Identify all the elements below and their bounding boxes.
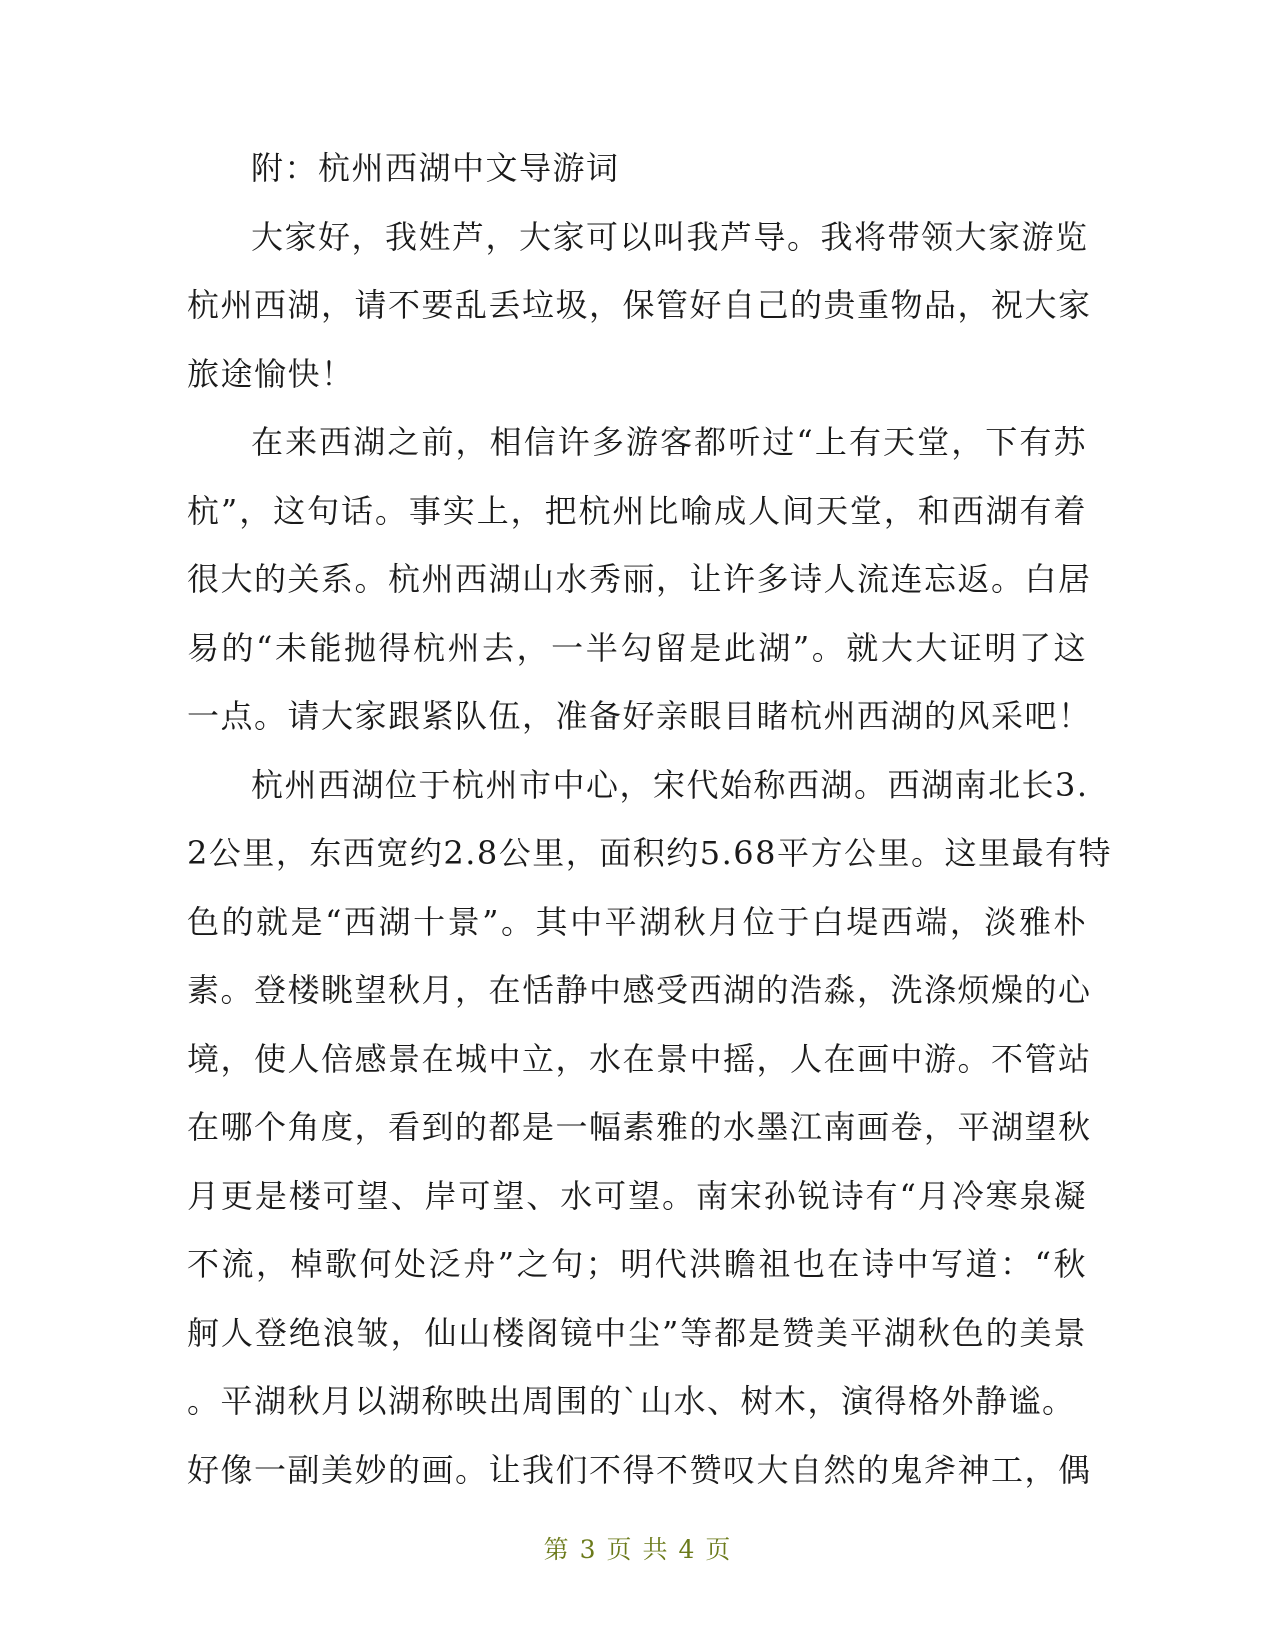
section-heading: 附：杭州西湖中文导游词	[251, 149, 620, 187]
paragraph-line: 色的就是“西湖十景”。其中平湖秋月位于白堤西端，淡雅朴	[187, 902, 1087, 941]
paragraph-line: 。平湖秋月以湖称映出周围的`山水、树木，演得格外静谧。	[187, 1382, 1076, 1420]
document-body	[187, 134, 1113, 1504]
paragraph-line: 大家好，我姓芦，大家可以叫我芦导。我将带领大家游览	[251, 217, 1089, 256]
footer-prefix: 第	[543, 1535, 570, 1564]
footer-total-pages: 4	[678, 1535, 696, 1564]
footer-page-number: 3	[579, 1535, 597, 1564]
paragraph-line: 杭”，这句话。事实上，把杭州比喻成人间天堂，和西湖有着	[187, 491, 1087, 530]
paragraph-line: 舸人登绝浪皱，仙山楼阁镜中尘”等都是赞美平湖秋色的美景	[187, 1313, 1087, 1352]
paragraph-line: 素。登楼眺望秋月，在恬静中感受西湖的浩淼，洗涤烦燥的心	[187, 971, 1092, 1009]
footer-page-label: 页	[606, 1535, 633, 1564]
paragraph-line: 境，使人倍感景在城中立，水在景中摇，人在画中游。不管站	[187, 1039, 1092, 1078]
footer-total-label: 共	[642, 1535, 669, 1564]
paragraph-line: 月更是楼可望、岸可望、水可望。南宋孙锐诗有“月冷寒泉凝	[187, 1176, 1087, 1215]
footer-suffix: 页	[705, 1535, 732, 1564]
paragraph-line: 不流，棹歌何处泛舟”之句；明代洪瞻祖也在诗中写道：“秋	[187, 1245, 1087, 1283]
paragraph-line: 在哪个角度，看到的都是一幅素雅的水墨江南画卷，平湖望秋	[187, 1108, 1092, 1146]
paragraph-line: 易的“未能抛得杭州去，一半勾留是此湖”。就大大证明了这	[187, 628, 1087, 667]
paragraph-line: 一点。请大家跟紧队伍，准备好亲眼目睹杭州西湖的风采吧！	[187, 697, 1092, 735]
paragraph-line: 在来西湖之前，相信许多游客都听过“上有天堂，下有苏	[251, 423, 1087, 461]
paragraph-line: 很大的关系。杭州西湖山水秀丽，让许多诗人流连忘返。白居	[187, 560, 1092, 598]
paragraph-line: 杭州西湖位于杭州市中心，宋代始称西湖。西湖南北长3.	[251, 765, 1089, 804]
paragraph-line: 2公里，东西宽约2.8公里，面积约5.68平方公里。这里最有特	[187, 834, 1113, 872]
paragraph-line: 杭州西湖，请不要乱丢垃圾，保管好自己的贵重物品，祝大家	[187, 286, 1092, 324]
page-footer	[0, 1530, 1275, 1566]
paragraph-line: 好像一副美妙的画。让我们不得不赞叹大自然的鬼斧神工，偶	[187, 1450, 1092, 1489]
paragraph-line: 旅途愉快！	[187, 354, 355, 393]
